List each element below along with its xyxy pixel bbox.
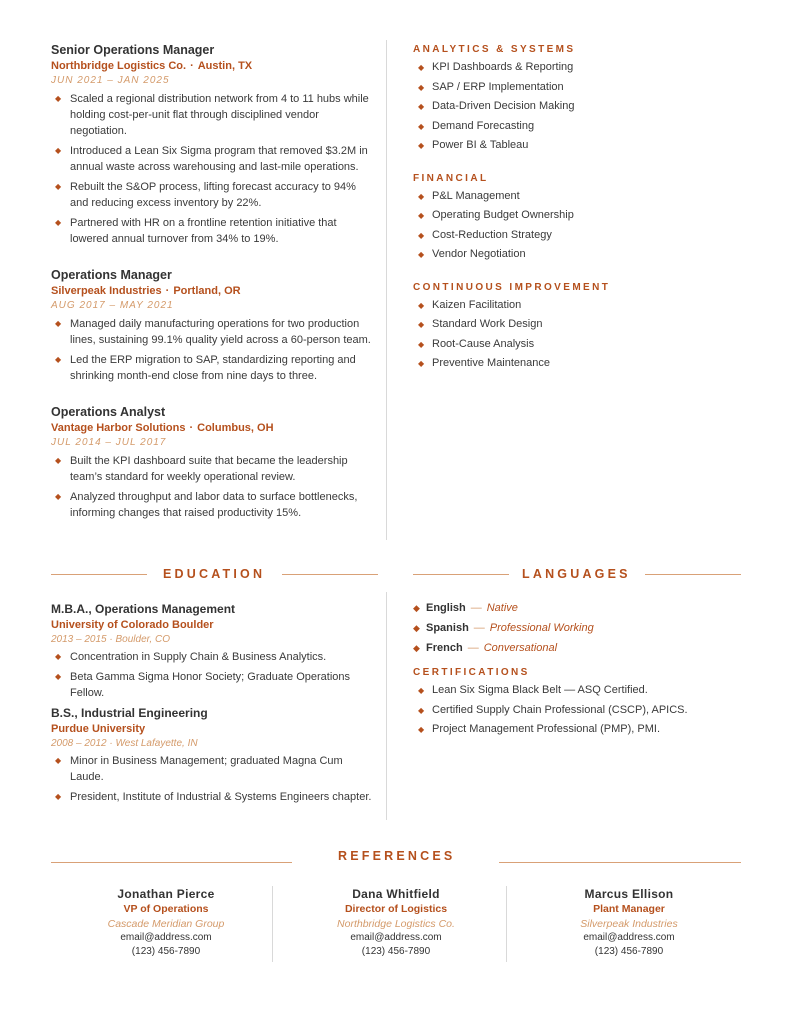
list-item bbox=[413, 335, 743, 355]
reference-email: email@address.com bbox=[120, 932, 212, 943]
job-entry bbox=[51, 267, 377, 384]
reference-phone: (123) 456-7890 bbox=[131, 946, 201, 957]
bullet-text: Partnered with HR on a frontline retention initiative that lowered annual turnover from 34% to 19%. bbox=[70, 217, 337, 245]
job-company: Vantage Harbor Solutions bbox=[51, 422, 186, 434]
language-level: Native bbox=[486, 602, 518, 614]
job-bullets bbox=[51, 453, 377, 521]
list-item bbox=[51, 789, 377, 805]
list-item bbox=[51, 453, 377, 485]
reference-phone: (123) 456-7890 bbox=[361, 946, 431, 957]
education-bullets bbox=[51, 649, 377, 701]
heading-rule bbox=[51, 574, 147, 575]
skill-group-label: FINANCIAL bbox=[413, 172, 489, 184]
skill-group bbox=[413, 281, 743, 374]
reference-email: email@address.com bbox=[583, 932, 675, 943]
language-list bbox=[413, 598, 743, 658]
list-item bbox=[413, 58, 743, 78]
diamond-bullet-icon: ◆ bbox=[418, 339, 425, 349]
diamond-bullet-icon: ◆ bbox=[418, 211, 425, 220]
reference-card bbox=[281, 886, 511, 959]
diamond-bullet-icon: ◆ bbox=[418, 705, 425, 715]
column-divider bbox=[386, 592, 387, 820]
job-company: Silverpeak Industries bbox=[51, 285, 162, 297]
languages-heading bbox=[413, 567, 741, 581]
section-title: REFERENCES bbox=[338, 849, 456, 863]
diamond-bullet-icon: ◆ bbox=[418, 686, 425, 695]
diamond-bullet-icon: ◆ bbox=[55, 182, 62, 191]
skill-text: Preventive Maintenance bbox=[432, 357, 551, 369]
list-item bbox=[51, 143, 377, 175]
skill-text: Vendor Negotiation bbox=[432, 248, 526, 260]
list-item bbox=[413, 78, 743, 98]
separator-dot: · bbox=[165, 285, 170, 297]
list-item bbox=[413, 701, 743, 721]
reference-role: VP of Operations bbox=[123, 903, 209, 915]
skill-list bbox=[413, 296, 743, 374]
list-item bbox=[51, 215, 377, 247]
certification-list bbox=[413, 681, 743, 740]
job-company: Northbridge Logistics Co. bbox=[51, 60, 187, 72]
reference-card bbox=[51, 886, 281, 959]
list-item bbox=[51, 753, 377, 785]
diamond-bullet-icon: ◆ bbox=[55, 94, 62, 103]
job-title: Operations Manager bbox=[51, 268, 172, 282]
heading-rule bbox=[499, 862, 741, 863]
diamond-bullet-icon: ◆ bbox=[418, 250, 425, 259]
skill-group-label: ANALYTICS & SYSTEMS bbox=[413, 44, 576, 55]
degree: B.S., Industrial Engineering bbox=[51, 706, 208, 720]
diamond-bullet-icon: ◆ bbox=[418, 102, 425, 111]
skill-text: KPI Dashboards & Reporting bbox=[432, 61, 574, 73]
diamond-bullet-icon: ◆ bbox=[418, 300, 425, 310]
reference-divider bbox=[272, 886, 273, 962]
skill-text: Kaizen Facilitation bbox=[432, 298, 522, 311]
bullet-text: Minor in Business Management; graduated Magna Cum Laude. bbox=[70, 755, 343, 783]
bullet-text: Concentration in Supply Chain & Business Analytics. bbox=[70, 651, 327, 663]
skill-text: Standard Work Design bbox=[432, 318, 543, 330]
references-section bbox=[51, 886, 741, 966]
separator-dot: · bbox=[189, 422, 194, 434]
separator-dash: — bbox=[473, 622, 485, 634]
education-meta: 2008 – 2012 · West Lafayette, IN bbox=[51, 738, 198, 749]
diamond-bullet-icon: ◆ bbox=[413, 623, 420, 633]
diamond-bullet-icon: ◆ bbox=[418, 230, 425, 240]
reference-company: Northbridge Logistics Co. bbox=[337, 918, 455, 930]
list-item bbox=[413, 206, 743, 226]
certifications-label: CERTIFICATIONS bbox=[413, 667, 530, 678]
diamond-bullet-icon: ◆ bbox=[55, 319, 62, 328]
heading-rule bbox=[282, 574, 378, 575]
job-dates: JUL 2014 – JUL 2017 bbox=[51, 437, 167, 448]
job-dates: AUG 2017 – MAY 2021 bbox=[51, 300, 174, 311]
school: University of Colorado Boulder bbox=[51, 619, 214, 631]
list-item bbox=[413, 117, 743, 137]
job-title: Senior Operations Manager bbox=[51, 43, 215, 57]
language-level: Conversational bbox=[483, 642, 558, 654]
list-item bbox=[51, 489, 377, 521]
skill-text: P&L Management bbox=[432, 189, 520, 202]
separator-dot: · bbox=[190, 60, 194, 72]
list-item bbox=[51, 91, 377, 139]
heading-rule bbox=[413, 574, 509, 575]
bullet-text: Rebuilt the S&OP process, lifting forecast accuracy to 94% and reducing excess inventory by 22%. bbox=[70, 181, 356, 209]
bullet-text: Led the ERP migration to SAP, standardizing reporting and shrinking month-end close from nine days to three. bbox=[70, 354, 356, 382]
language-level: Professional Working bbox=[489, 622, 594, 634]
list-item bbox=[413, 245, 743, 265]
reference-name: Jonathan Pierce bbox=[117, 887, 215, 901]
list-item bbox=[51, 352, 377, 384]
skill-list bbox=[413, 187, 743, 265]
diamond-bullet-icon: ◆ bbox=[55, 792, 62, 801]
diamond-bullet-icon: ◆ bbox=[55, 146, 62, 155]
diamond-bullet-icon: ◆ bbox=[55, 456, 62, 465]
certification-text: Project Management Professional (PMP), PMI. bbox=[432, 723, 661, 735]
diamond-bullet-icon: ◆ bbox=[55, 218, 62, 227]
diamond-bullet-icon: ◆ bbox=[55, 672, 62, 681]
bullet-text: Managed daily manufacturing operations for two production lines, sustaining 99.1% quality yield across a 60-person team. bbox=[70, 318, 371, 346]
diamond-bullet-icon: ◆ bbox=[418, 725, 425, 734]
bullet-text: President, Institute of Industrial & Systems Engineers chapter. bbox=[70, 791, 372, 803]
job-location: Columbus, OH bbox=[197, 422, 274, 434]
list-item bbox=[413, 720, 743, 740]
reference-divider bbox=[506, 886, 507, 962]
job-location: Austin, TX bbox=[197, 60, 253, 72]
job-entry bbox=[51, 42, 377, 247]
bullet-text: Beta Gamma Sigma Honor Society; Graduate Operations Fellow. bbox=[70, 671, 351, 699]
skill-text: Cost-Reduction Strategy bbox=[432, 228, 552, 241]
diamond-bullet-icon: ◆ bbox=[55, 355, 62, 364]
languages-section bbox=[413, 598, 743, 740]
reference-name: Marcus Ellison bbox=[584, 887, 674, 901]
education-section bbox=[51, 601, 377, 809]
list-item bbox=[51, 316, 377, 348]
school: Purdue University bbox=[51, 723, 146, 735]
reference-phone: (123) 456-7890 bbox=[594, 946, 664, 957]
job-company-line bbox=[51, 283, 377, 299]
diamond-bullet-icon: ◆ bbox=[413, 643, 420, 653]
skill-text: Operating Budget Ownership bbox=[432, 209, 574, 221]
language-name: Spanish bbox=[426, 622, 469, 634]
references-heading bbox=[51, 849, 741, 863]
list-item bbox=[51, 649, 377, 665]
job-location: Portland, OR bbox=[173, 285, 241, 297]
job-title: Operations Analyst bbox=[51, 405, 166, 419]
column-divider bbox=[386, 40, 387, 540]
job-bullets bbox=[51, 91, 377, 247]
list-item bbox=[413, 681, 743, 701]
section-title: EDUCATION bbox=[163, 567, 266, 581]
diamond-bullet-icon: ◆ bbox=[418, 63, 425, 72]
language-name: English bbox=[426, 602, 466, 614]
list-item bbox=[413, 226, 743, 246]
list-item bbox=[413, 638, 743, 658]
education-heading bbox=[51, 567, 378, 581]
degree: M.B.A., Operations Management bbox=[51, 602, 236, 616]
list-item bbox=[51, 179, 377, 211]
skill-group bbox=[413, 43, 743, 156]
job-company-line bbox=[51, 58, 377, 74]
separator-dash: — bbox=[470, 602, 482, 614]
list-item bbox=[413, 354, 743, 374]
education-meta: 2013 – 2015 · Boulder, CO bbox=[51, 634, 170, 645]
diamond-bullet-icon: ◆ bbox=[418, 121, 425, 131]
job-dates: JUN 2021 – JAN 2025 bbox=[51, 75, 170, 86]
diamond-bullet-icon: ◆ bbox=[418, 141, 425, 150]
reference-email: email@address.com bbox=[350, 932, 442, 943]
skill-list bbox=[413, 58, 743, 156]
bullet-text: Introduced a Lean Six Sigma program that removed $3.2M in annual waste across warehousing and last-mile operations. bbox=[70, 145, 368, 173]
list-item bbox=[413, 315, 743, 335]
list-item bbox=[413, 296, 743, 316]
list-item bbox=[413, 618, 743, 638]
reference-role: Director of Logistics bbox=[344, 903, 448, 915]
list-item bbox=[413, 136, 743, 156]
reference-company: Cascade Meridian Group bbox=[107, 918, 225, 930]
list-item bbox=[413, 187, 743, 207]
education-bullets bbox=[51, 753, 377, 805]
experience-section bbox=[51, 42, 377, 537]
diamond-bullet-icon: ◆ bbox=[55, 492, 62, 501]
skill-text: Data-Driven Decision Making bbox=[432, 100, 575, 112]
heading-rule bbox=[51, 862, 292, 863]
skill-text: Power BI & Tableau bbox=[432, 139, 529, 151]
reference-company: Silverpeak Industries bbox=[580, 918, 678, 930]
diamond-bullet-icon: ◆ bbox=[418, 191, 425, 201]
certification-text: Certified Supply Chain Professional (CSCP), APICS. bbox=[432, 703, 688, 716]
bullet-text: Analyzed throughput and labor data to surface bottlenecks, informing changes that raised productivity 15%. bbox=[70, 491, 358, 519]
diamond-bullet-icon: ◆ bbox=[418, 82, 425, 92]
skills-section bbox=[413, 43, 743, 374]
skill-text: Demand Forecasting bbox=[432, 119, 535, 132]
skill-text: SAP / ERP Implementation bbox=[432, 80, 564, 93]
list-item bbox=[51, 669, 377, 701]
heading-rule bbox=[645, 574, 741, 575]
diamond-bullet-icon: ◆ bbox=[55, 756, 62, 765]
skill-text: Root-Cause Analysis bbox=[432, 337, 535, 350]
reference-name: Dana Whitfield bbox=[352, 887, 440, 901]
list-item bbox=[413, 598, 743, 618]
diamond-bullet-icon: ◆ bbox=[418, 320, 425, 329]
list-item bbox=[413, 97, 743, 117]
job-entry bbox=[51, 404, 377, 521]
separator-dash: — bbox=[467, 642, 479, 654]
skill-group-label: CONTINUOUS IMPROVEMENT bbox=[413, 281, 611, 293]
bullet-text: Scaled a regional distribution network from 4 to 11 hubs while holding cost-per-unit flat through disciplined vendor negotiation. bbox=[70, 93, 369, 137]
reference-role: Plant Manager bbox=[593, 903, 665, 915]
bullet-text: Built the KPI dashboard suite that became the leadership team’s standard for weekly operational review. bbox=[70, 455, 348, 483]
diamond-bullet-icon: ◆ bbox=[418, 359, 425, 368]
language-name: French bbox=[426, 642, 463, 654]
job-bullets bbox=[51, 316, 377, 384]
section-title: LANGUAGES bbox=[522, 567, 631, 581]
certification-text: Lean Six Sigma Black Belt — ASQ Certified. bbox=[432, 684, 648, 696]
education-entry bbox=[51, 601, 377, 701]
education-entry bbox=[51, 705, 377, 805]
reference-card bbox=[514, 886, 744, 959]
diamond-bullet-icon: ◆ bbox=[55, 652, 62, 661]
job-company-line bbox=[51, 420, 377, 436]
skill-group bbox=[413, 172, 743, 265]
diamond-bullet-icon: ◆ bbox=[413, 603, 420, 613]
